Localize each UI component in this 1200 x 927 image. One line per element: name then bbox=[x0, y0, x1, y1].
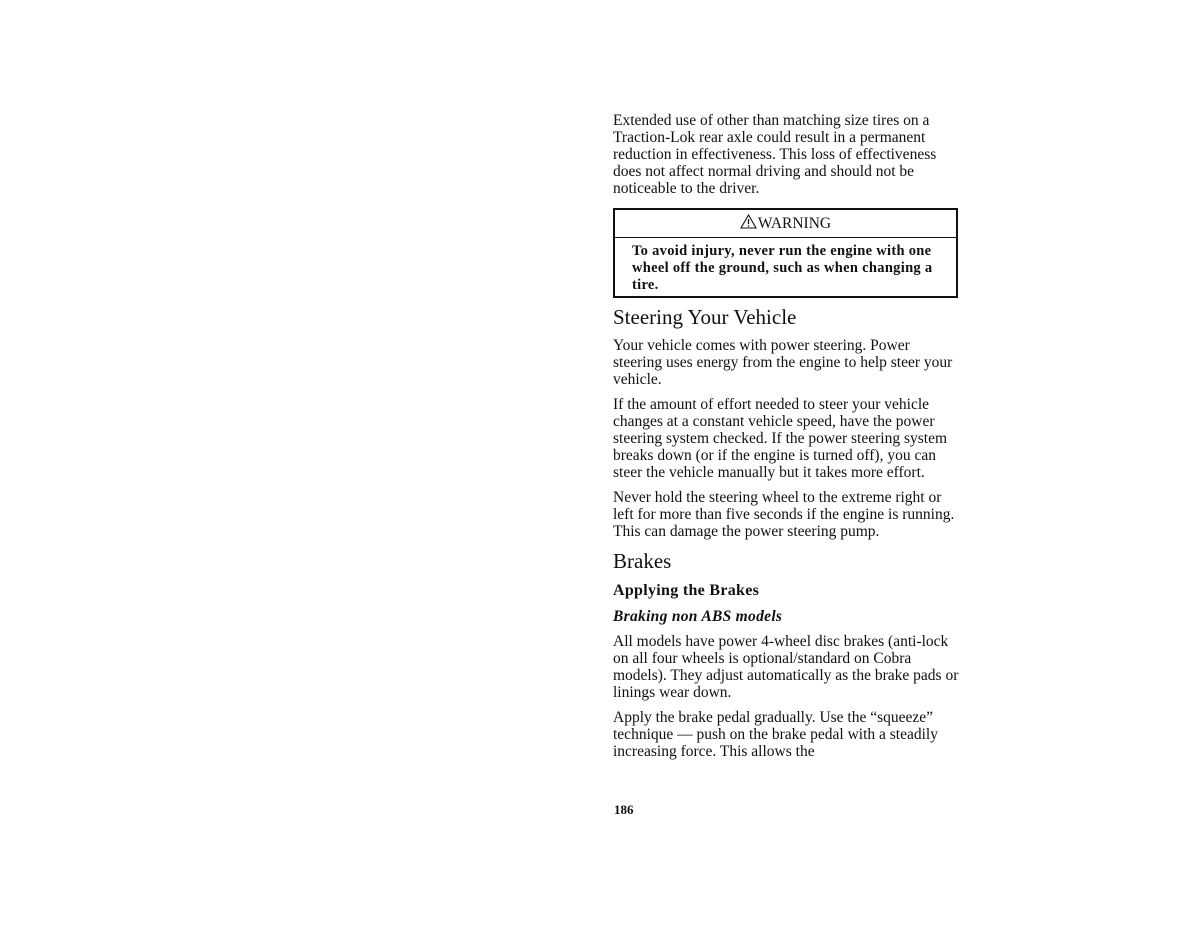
braking-non-abs-heading: Braking non ABS models bbox=[613, 608, 783, 625]
page-number: 186 bbox=[614, 802, 634, 817]
warning-title: WARNING bbox=[757, 215, 832, 232]
warning-box bbox=[613, 208, 958, 298]
steering-paragraph-3: Never hold the steering wheel to the extreme right or left for more than five seconds if the engine is running. This can damage the power steering pump. bbox=[613, 489, 955, 540]
warning-triangle-icon bbox=[740, 214, 757, 233]
warning-text: To avoid injury, never run the engine with one wheel off the ground, such as when changing a tire. bbox=[632, 243, 933, 293]
steering-paragraph-1: Your vehicle comes with power steering. Power steering uses energy from the engine to help steer your vehicle. bbox=[613, 337, 953, 388]
intro-paragraph: Extended use of other than matching size tires on a Traction-Lok rear axle could result in a permanent reduction in effectiveness. This loss of effectiveness does not affect normal driving and should not be noticeable to the driver. bbox=[613, 112, 937, 197]
brakes-paragraph-1: All models have power 4-wheel disc brakes (anti-lock on all four wheels is optional/standard on Cobra models). They adjust automatically as the brake pads or linings wear down. bbox=[613, 633, 959, 701]
page-content bbox=[613, 112, 959, 768]
brakes-heading: Brakes bbox=[613, 549, 672, 573]
warning-header bbox=[615, 210, 956, 238]
steering-paragraph-2: If the amount of effort needed to steer your vehicle changes at a constant vehicle speed, have the power steering system checked. If the power steering system breaks down (or if the engine is turned off), you can steer the vehicle manually but it takes more effort. bbox=[613, 396, 948, 481]
steering-heading: Steering Your Vehicle bbox=[613, 305, 797, 329]
brakes-paragraph-2: Apply the brake pedal gradually. Use the “squeeze” technique — push on the brake pedal with a steadily increasing force. This allows the bbox=[613, 709, 938, 760]
applying-brakes-heading: Applying the Brakes bbox=[613, 582, 760, 599]
